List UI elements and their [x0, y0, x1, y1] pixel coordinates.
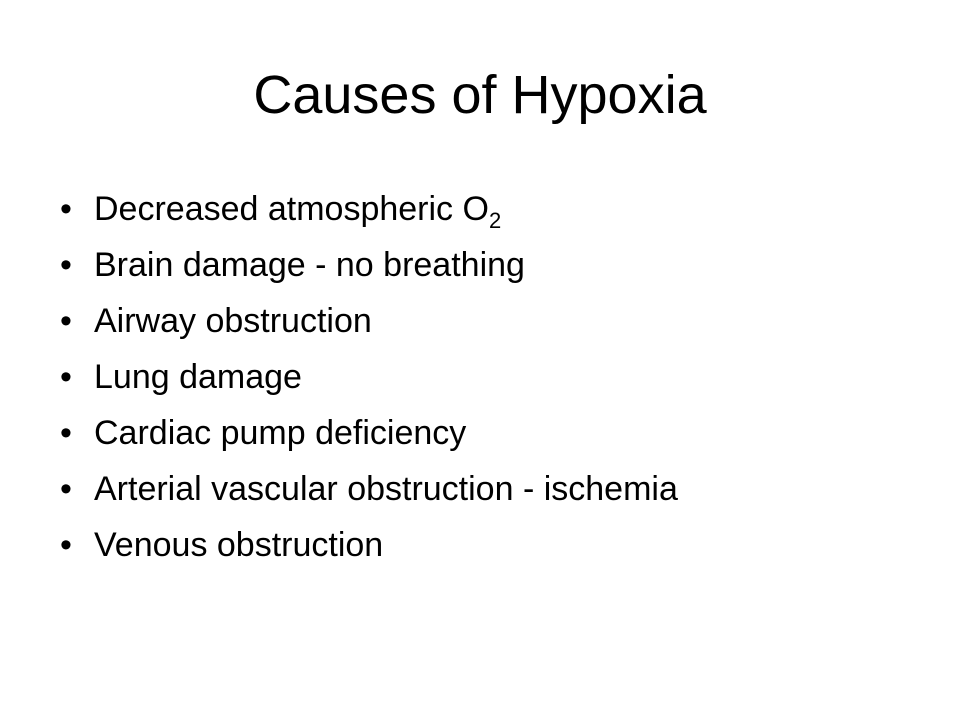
bullet-text: Cardiac pump deficiency [94, 414, 467, 452]
bullet-item-decreased-atmospheric-o2 [60, 181, 920, 237]
bullet-text: Lung damage [94, 358, 302, 396]
subscript-text: 2 [488, 208, 502, 233]
bullet-text: Airway obstruction [94, 302, 372, 340]
bullet-icon: • [60, 302, 72, 340]
bullet-icon: • [60, 190, 72, 228]
bullet-icon: • [60, 470, 72, 508]
bullet-icon: • [60, 246, 72, 284]
bullet-item-cardiac-pump-deficiency [60, 405, 920, 461]
bullet-text: Brain damage - no breathing [94, 246, 525, 284]
bullet-icon: • [60, 414, 72, 452]
bullet-item-brain-damage [60, 237, 920, 293]
bullet-text: Decreased atmospheric O [94, 190, 489, 228]
bullet-text: Venous obstruction [94, 526, 384, 564]
bullet-text: Arterial vascular obstruction - ischemia [94, 470, 678, 508]
bullet-icon: • [60, 358, 72, 396]
bullet-item-arterial-vascular-obstruction [60, 461, 920, 517]
bullet-item-airway-obstruction [60, 293, 920, 349]
bullet-item-venous-obstruction [60, 517, 920, 573]
slide-title: Causes of Hypoxia [253, 65, 707, 125]
bullet-icon: • [60, 526, 72, 564]
bullet-item-lung-damage [60, 349, 920, 405]
bullet-list [60, 181, 920, 573]
